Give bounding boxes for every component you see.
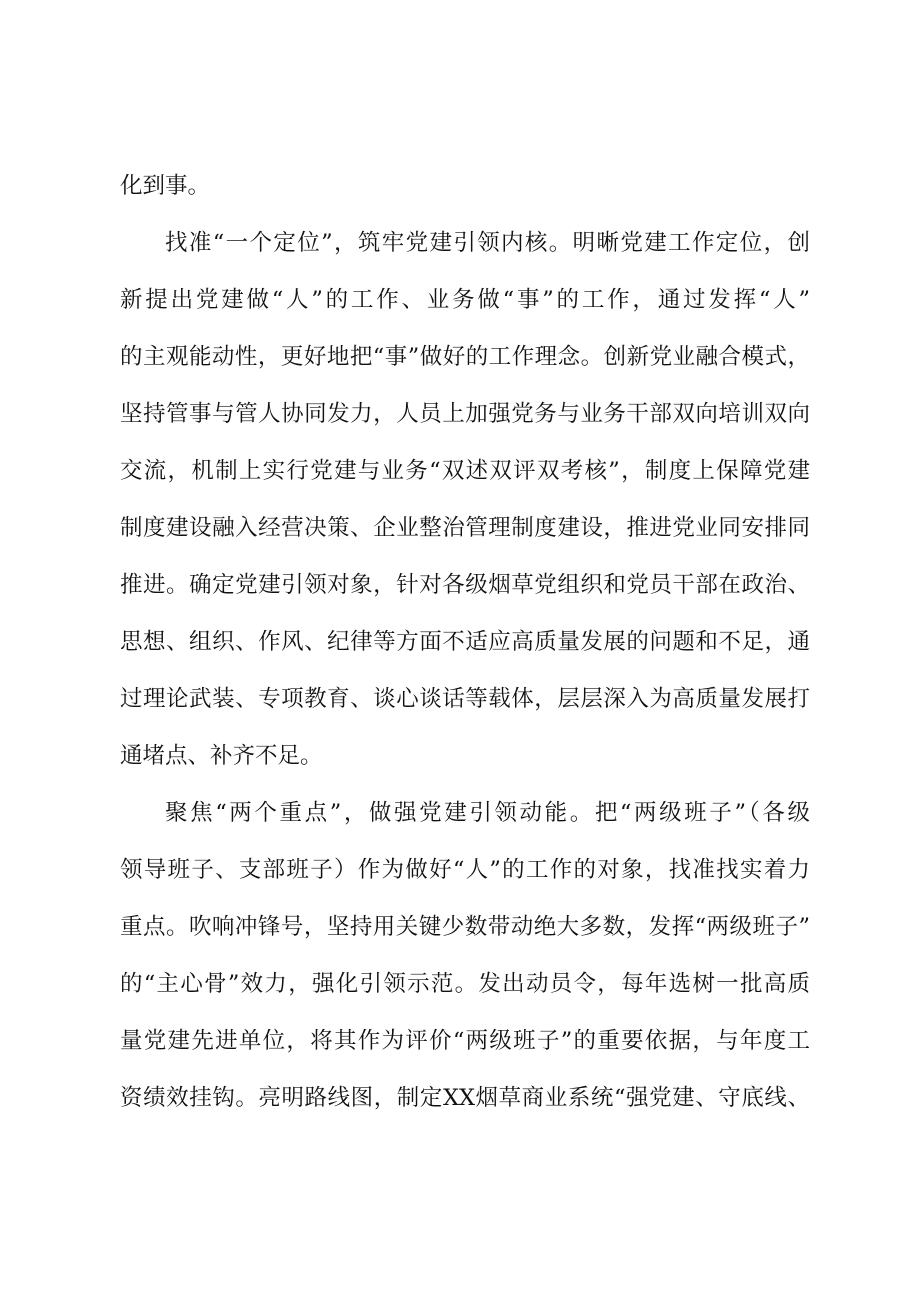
text-line-1: 化到事。 bbox=[120, 173, 211, 199]
text-line-6: 交流，机制上实行党建与业务“双述双评双考核”，制度上保障党建 bbox=[120, 458, 810, 484]
text-line-3: 新提出党建做“人”的工作、业务做“事”的工作，通过发挥“人” bbox=[120, 287, 810, 313]
text-line-7: 制度建设融入经营决策、企业整治管理制度建设，推进党业同安排同 bbox=[120, 515, 810, 541]
text-line-5: 坚持管事与管人协同发力，人员上加强党务与业务干部双向培训双向 bbox=[120, 401, 810, 427]
text-line-12: 聚焦“两个重点”，做强党建引领动能。把“两级班子”（各级 bbox=[165, 800, 810, 826]
text-line-14: 重点。吹响冲锋号，坚持用关键少数带动绝大多数，发挥“两级班子” bbox=[120, 914, 810, 940]
text-line-15: 的“主心骨”效力，强化引领示范。发出动员令，每年选树一批高质 bbox=[120, 971, 810, 997]
text-line-2: 找准“一个定位”，筑牢党建引领内核。明晰党建工作定位，创 bbox=[165, 230, 810, 256]
text-line-4: 的主观能动性，更好地把“事”做好的工作理念。创新党业融合模式， bbox=[120, 344, 810, 370]
text-line-10: 过理论武装、专项教育、谈心谈话等载体，层层深入为高质量发展打 bbox=[120, 686, 810, 712]
text-line-9: 思想、组织、作风、纪律等方面不适应高质量发展的问题和不足，通 bbox=[120, 629, 810, 655]
text-line-8: 推进。确定党建引领对象，针对各级烟草党组织和党员干部在政治、 bbox=[120, 572, 810, 598]
text-line-13: 领导班子、支部班子）作为做好“人”的工作的对象，找准找实着力 bbox=[120, 857, 810, 883]
text-line-17: 资绩效挂钩。亮明路线图，制定XX烟草商业系统“强党建、守底线、 bbox=[120, 1085, 810, 1111]
text-line-11: 通堵点、补齐不足。 bbox=[120, 743, 323, 769]
text-line-16: 量党建先进单位，将其作为评价“两级班子”的重要依据，与年度工 bbox=[120, 1028, 810, 1054]
